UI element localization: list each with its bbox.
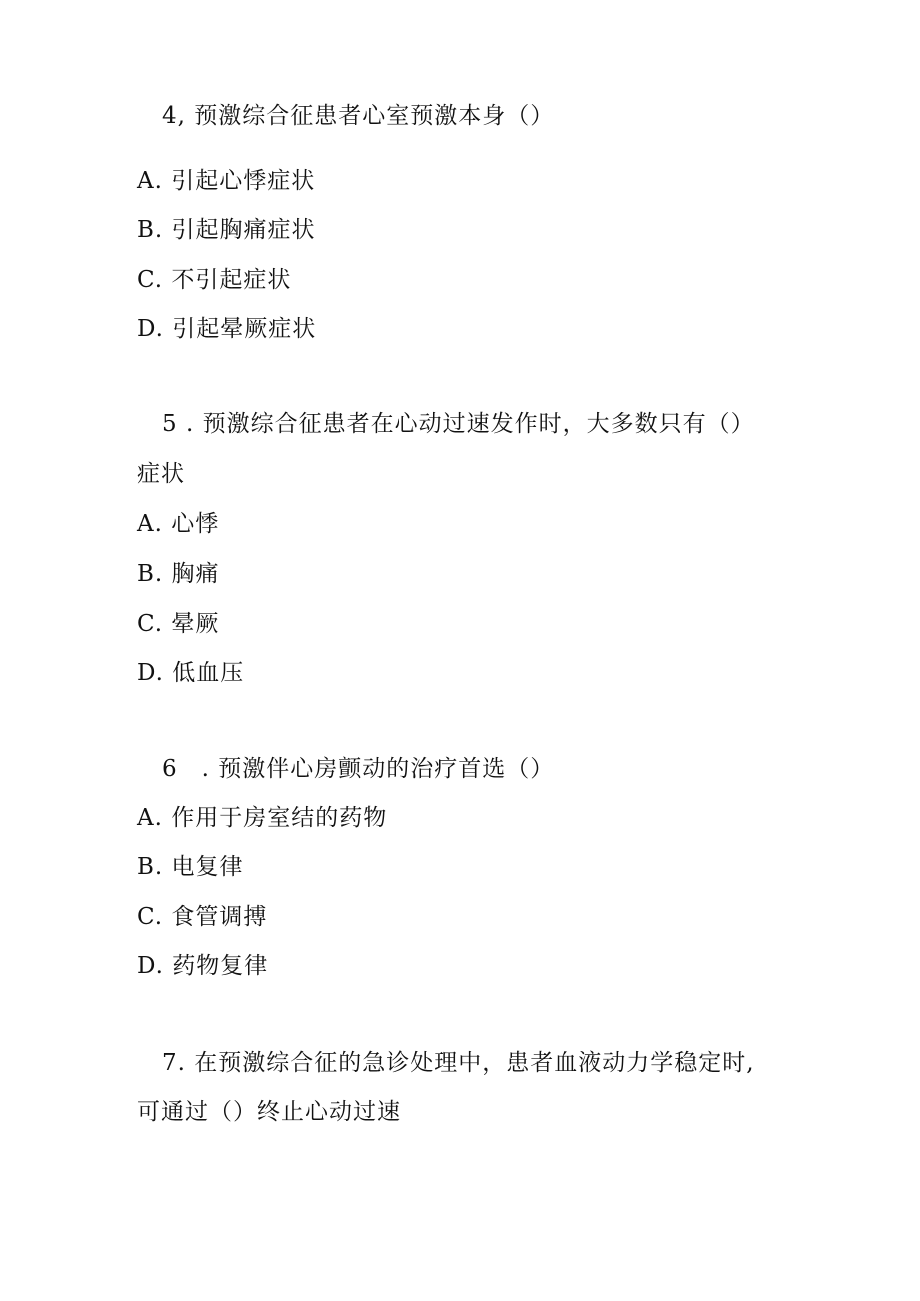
question-4-option-d: D. 引起晕厥症状 bbox=[137, 316, 317, 342]
question-4-option-b: B. 引起胸痛症状 bbox=[137, 217, 316, 243]
question-4-stem: 4, 预激综合征患者心室预激本身（） bbox=[162, 103, 555, 129]
question-6-option-d: D. 药物复律 bbox=[137, 953, 269, 979]
question-4-option-c: C. 不引起症状 bbox=[137, 267, 292, 293]
question-5-option-c: C. 晕厥 bbox=[137, 611, 220, 637]
question-7-stem-continuation: 可通过（）终止心动过速 bbox=[137, 1099, 401, 1125]
question-5-stem: 5 . 预激综合征患者在心动过速发作时，大多数只有（） bbox=[162, 411, 755, 437]
question-5-option-b: B. 胸痛 bbox=[137, 561, 220, 587]
question-5-stem-continuation: 症状 bbox=[137, 461, 185, 487]
question-6-stem: 6 . 预激伴心房颤动的治疗首选（） bbox=[162, 756, 555, 782]
question-6-option-b: B. 电复律 bbox=[137, 854, 244, 880]
question-7-stem: 7. 在预激综合征的急诊处理中，患者血液动力学稳定时, bbox=[162, 1050, 755, 1076]
question-6-option-c: C. 食管调搏 bbox=[137, 904, 268, 930]
question-4-option-a: A. 引起心悸症状 bbox=[137, 168, 316, 194]
question-5-option-a: A. 心悸 bbox=[137, 511, 220, 537]
question-6-option-a: A. 作用于房室结的药物 bbox=[137, 805, 388, 831]
question-5-option-d: D. 低血压 bbox=[137, 660, 245, 686]
